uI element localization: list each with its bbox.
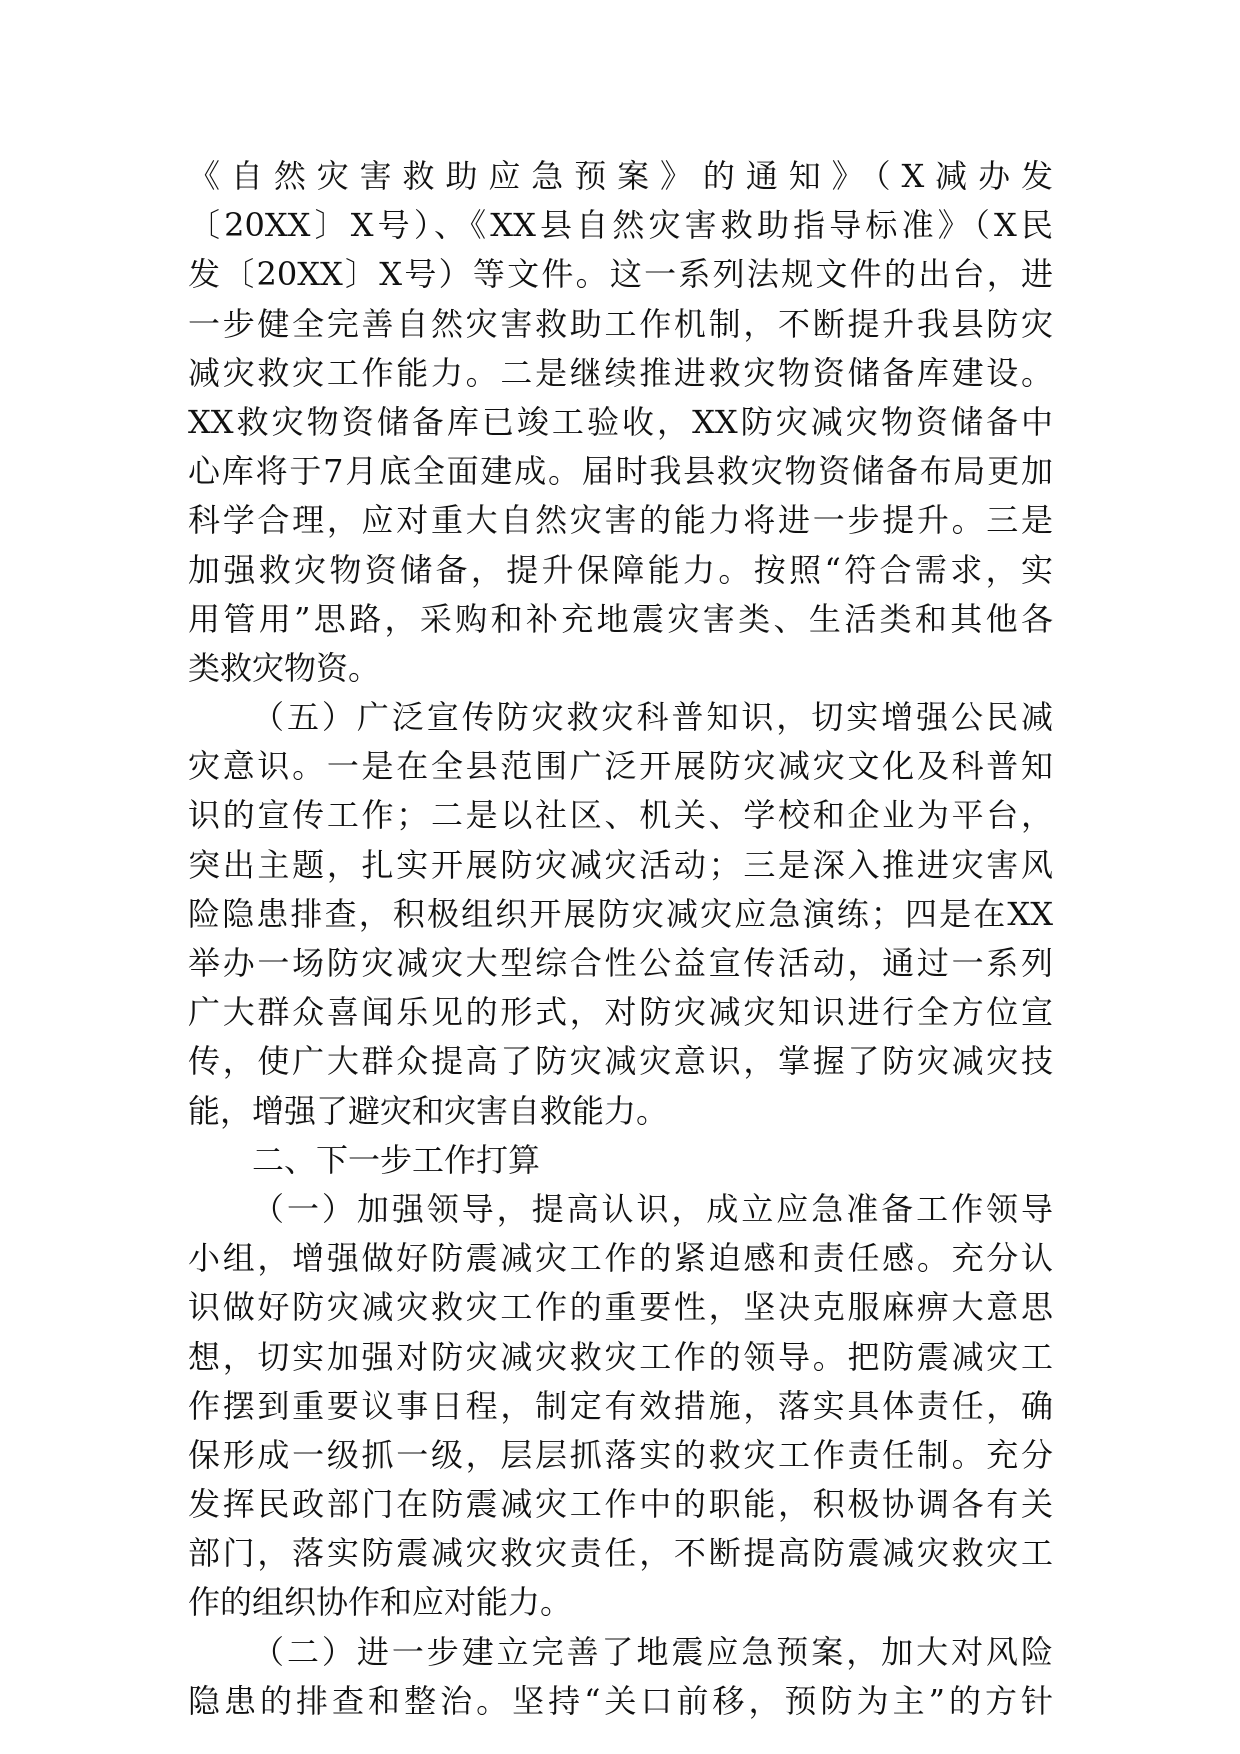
text-line: （二）进一步建立完善了地震应急预案，加大对风险 xyxy=(252,1632,1053,1671)
text-line: 识做好防灾减灾救灾工作的重要性，坚决克服麻痹大意思 xyxy=(188,1288,1053,1327)
text-line: 加强救灾物资储备，提升保障能力。按照“符合需求，实 xyxy=(188,550,1053,589)
text-line: 作摆到重要议事日程，制定有效措施，落实具体责任，确 xyxy=(188,1386,1053,1425)
text-line: 科学合理，应对重大自然灾害的能力将进一步提升。三是 xyxy=(188,501,1053,540)
text-line: 作的组织协作和应对能力。 xyxy=(188,1583,573,1622)
text-line: 险隐患排查，积极组织开展防灾减灾应急演练；四是在XX xyxy=(188,894,1053,933)
text-line: 二、下一步工作打算 xyxy=(252,1140,541,1179)
text-line: 减灾救灾工作能力。二是继续推进救灾物资储备库建设。 xyxy=(188,353,1053,392)
text-line: 传，使广大群众提高了防灾减灾意识，掌握了防灾减灾技 xyxy=(188,1042,1053,1081)
text-line: 《自然灾害救助应急预案》的通知》（X减办发 xyxy=(188,157,1053,195)
text-line: 一步健全完善自然灾害救助工作机制，不断提升我县防灾 xyxy=(188,304,1053,343)
body-text xyxy=(188,152,1053,1726)
text-line: 突出主题，扎实开展防灾减灾活动；三是深入推进灾害风 xyxy=(188,845,1053,884)
text-line: 举办一场防灾减灾大型综合性公益宣传活动，通过一系列 xyxy=(188,944,1053,982)
text-line: 发挥民政部门在防震减灾工作中的职能，积极协调各有关 xyxy=(188,1485,1053,1524)
text-line: 类救灾物资。 xyxy=(188,648,381,687)
text-line: （五）广泛宣传防灾救灾科普知识，切实增强公民减 xyxy=(252,698,1053,737)
text-line: 部门，落实防震减灾救灾责任，不断提高防震减灾救灾工 xyxy=(188,1534,1053,1573)
text-line: 发〔20XX〕X号）等文件。这一系列法规文件的出台，进 xyxy=(188,255,1053,294)
text-line: XX救灾物资储备库已竣工验收，XX防灾减灾物资储备中 xyxy=(188,402,1053,441)
text-line: 想，切实加强对防灾减灾救灾工作的领导。把防震减灾工 xyxy=(188,1337,1053,1376)
text-line: 广大群众喜闻乐见的形式，对防灾减灾知识进行全方位宣 xyxy=(188,993,1053,1032)
text-line: 保形成一级抓一级，层层抓落实的救灾工作责任制。充分 xyxy=(188,1435,1053,1474)
text-line: 心库将于7月底全面建成。届时我县救灾物资储备布局更加 xyxy=(188,452,1053,491)
text-line: 隐患的排查和整治。坚持“关口前移，预防为主”的方针 xyxy=(188,1681,1053,1720)
text-line: 识的宣传工作；二是以社区、机关、学校和企业为平台， xyxy=(188,796,1053,835)
text-line: 〔20XX〕X号）、《XX县自然灾害救助指导标准》（X民 xyxy=(188,206,1053,245)
text-line: 灾意识。一是在全县范围广泛开展防灾减灾文化及科普知 xyxy=(188,747,1053,786)
text-line: （一）加强领导，提高认识，成立应急准备工作领导 xyxy=(252,1189,1053,1228)
text-line: 小组，增强做好防震减灾工作的紧迫感和责任感。充分认 xyxy=(188,1239,1053,1278)
text-line: 用管用”思路，采购和补充地震灾害类、生活类和其他各 xyxy=(188,599,1053,638)
text-line: 能，增强了避灾和灾害自救能力。 xyxy=(188,1091,669,1130)
